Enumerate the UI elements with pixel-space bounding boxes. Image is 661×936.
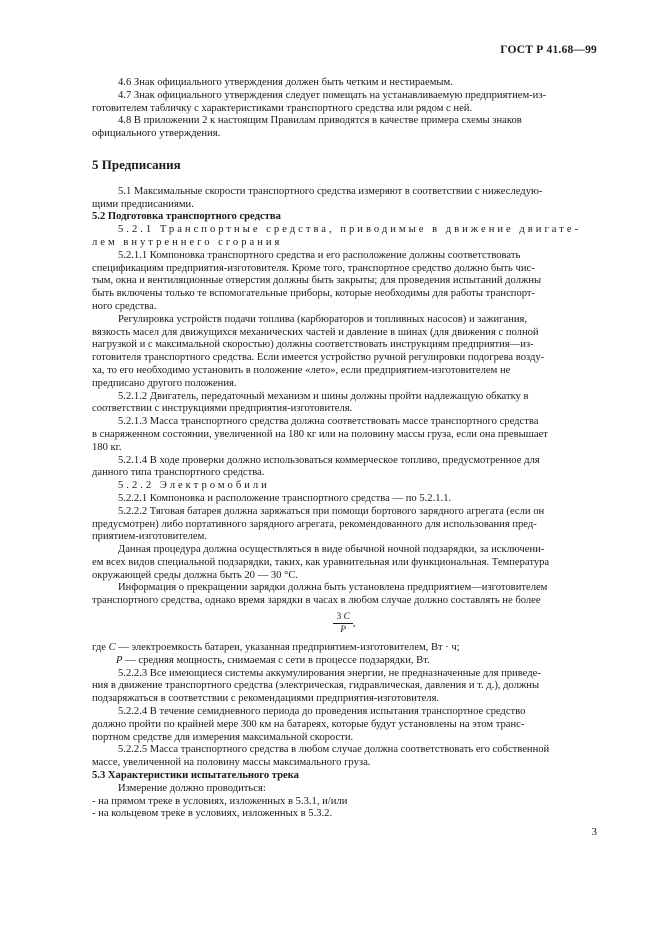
heading-5-2: 5.2 Подготовка транспортного средства [92, 211, 281, 223]
para-reg-l0: Регулировка устройств подачи топлива (карбюраторов и топливных насосов) и зажигания, [118, 313, 528, 325]
para-5-2-2-3-l0: 5.2.2.3 Все имеющиеся системы аккумулирования энергии, не предназначенные для приведе- [118, 667, 541, 679]
para-info-l0: Информация о прекращении зарядки должна быть установлена предприятием—изготовителем [118, 582, 548, 594]
para-5-2-1-3-l2: 180 кг. [92, 441, 122, 453]
para-4-7-line2: готовителем табличку с характеристиками транспортного средства или рядом с ней. [92, 102, 473, 114]
para-5-2-1-2-l1: соответствии с инструкциями предприятия-изготовителя. [92, 403, 353, 415]
para-5-2-1-1-l2: тым, окна и вентиляционные отверстия должны быть закрыты; для проведения испытаний должны [92, 275, 542, 287]
para-charge-l0: Данная процедура должна осуществляться в виде обычной ночной подзарядки, за исключени- [118, 544, 545, 556]
para-5-2-1-1-l1: спецификациям предприятия-изготовителя. Кроме того, транспортное средство должно быть чис- [92, 262, 535, 274]
para-5-2-2-3-l1: ния в движение транспортного средства (электрическая, гидравлическая, давления и т. д.), должны [92, 680, 540, 692]
para-5-2-1-line2: лем внутреннего сгорания [92, 236, 283, 248]
para-charge-l1: ем всех видов специальной подзарядки, таких, как уравнительная или функциональная. Температура [92, 556, 550, 568]
para-5-2-2: 5.2.2 Электромобили [118, 480, 270, 492]
para-5-2-2-2-l1: предусмотрен) либо портативного зарядного агрегата, рекомендованного для использования пред- [92, 518, 537, 530]
where-c: где C — электроемкость батареи, указанная предприятием-изготовителем, Вт · ч; [92, 642, 460, 654]
para-reg-l4: ха, то его необходимо установить в положение «лето», если предприятием-изготовителем не [92, 364, 511, 376]
para-5-2-2-4-l1: должно пройти по крайней мере 300 км на батареях, которые будут установлены на этом транс- [92, 718, 525, 730]
para-5-2-2-2-l2: приятием-изготовителем. [92, 531, 207, 543]
para-reg-l2: нагрузкой и с максимальной скоростью) должны соответствовать инструкциям предприятия—из- [92, 339, 534, 351]
document-id: ГОСТ Р 41.68—99 [500, 44, 597, 56]
para-5-2-2-1: 5.2.2.1 Компоновка и расположение транспортного средства — по 5.2.1.1. [118, 492, 452, 504]
para-5-2-1-1-l4: ного средства. [92, 300, 157, 312]
para-5-2-1-line1: 5.2.1 Транспортные средства, приводимые в движение двигате- [118, 224, 582, 236]
para-5-2-1-1-l3: быть включены только те вспомогательные приборы, которые необходимы для работы транспорт- [92, 288, 536, 300]
para-5-2-2-5-l0: 5.2.2.5 Масса транспортного средства в любом случае должна соответствовать его собственной [118, 744, 550, 756]
para-4-6: 4.6 Знак официального утверждения должен быть четким и нестираемым. [118, 77, 453, 88]
para-5-1-line1: 5.1 Максимальные скорости транспортного средства измеряют в соответствии с нижеследую- [118, 185, 543, 197]
para-measure: Измерение должно проводиться: [118, 782, 266, 794]
para-4-8-line1: 4.8 В приложении 2 к настоящим Правилам приводятся в качестве примера схемы знаков [118, 115, 522, 127]
para-5-2-2-5-l1: массе, увеличенной на половину массы максимального груза. [92, 757, 371, 769]
para-5-2-2-4-l0: 5.2.2.4 В течение семидневного периода до проведения испытания транспортное средство [118, 706, 526, 718]
bullet-item: - на кольцевом треке в условиях, изложенных в 5.3.2. [92, 808, 333, 820]
para-5-2-2-2-l0: 5.2.2.2 Тяговая батарея должна заряжаться при помощи бортового зарядного агрегата (если он [118, 505, 545, 517]
para-5-2-1-4-l1: данного типа транспортного средства. [92, 467, 265, 479]
para-5-2-2-4-l2: портном средстве для измерения максимальной скорости. [92, 731, 354, 743]
para-5-2-1-3-l0: 5.2.1.3 Масса транспортного средства должна соответствовать массе транспортного средства [118, 416, 539, 428]
formula-tail: , [352, 618, 356, 630]
section-5-title: 5 Предписания [92, 156, 181, 172]
page-number: 3 [591, 826, 597, 838]
para-5-2-1-3-l1: в снаряженном состоянии, увеличенной на 180 кг или на половину массы груза, если она превышает [92, 428, 548, 440]
formula-numerator: 3 C [333, 612, 352, 624]
bullet-item: - на прямом треке в условиях, изложенных в 5.3.1, и/или [92, 795, 348, 807]
para-reg-l3: готовителя транспортного средства. Если имеется устройство ручной регулировки подогрева возду- [92, 352, 545, 364]
charge-time-formula [92, 612, 597, 640]
para-5-1-line2: щими предписаниями. [92, 198, 194, 210]
document-body [92, 77, 597, 821]
para-info-l1: транспортного средства, однако время зарядки в часах в любом случае должно составлять не более [92, 595, 541, 607]
para-5-2-1-4-l0: 5.2.1.4 В ходе проверки должно использоваться коммерческое топливо, предусмотренное для [118, 454, 540, 466]
para-reg-l1: вязкость масел для движущихся механических частей и давление в шинах (для движения с полной [92, 326, 539, 338]
para-reg-l5: предписано другого положения. [92, 377, 237, 389]
para-5-2-1-1-l0: 5.2.1.1 Компоновка транспортного средства и его расположение должны соответствовать [118, 249, 521, 261]
para-4-8-line2: официального утверждения. [92, 128, 221, 140]
para-5-2-1-2-l0: 5.2.1.2 Двигатель, передаточный механизм и шины должны пройти надлежащую обкатку в [118, 390, 529, 402]
para-5-2-2-3-l2: подзаряжаться в соответствии с рекомендациями предприятия-изготовителя. [92, 693, 440, 705]
formula-denominator: P [340, 625, 347, 636]
heading-5-3: 5.3 Характеристики испытательного трека [92, 770, 299, 782]
para-charge-l2: окружающей среды должна быть 20 — 30 °С. [92, 569, 299, 581]
where-p: P — средняя мощность, снимаемая с сети в процессе подзарядки, Вт. [116, 654, 430, 666]
formula-fraction [333, 612, 352, 635]
para-4-7-line1: 4.7 Знак официального утверждения следует помещать на устанавливаемую предприятием-из- [118, 89, 547, 101]
